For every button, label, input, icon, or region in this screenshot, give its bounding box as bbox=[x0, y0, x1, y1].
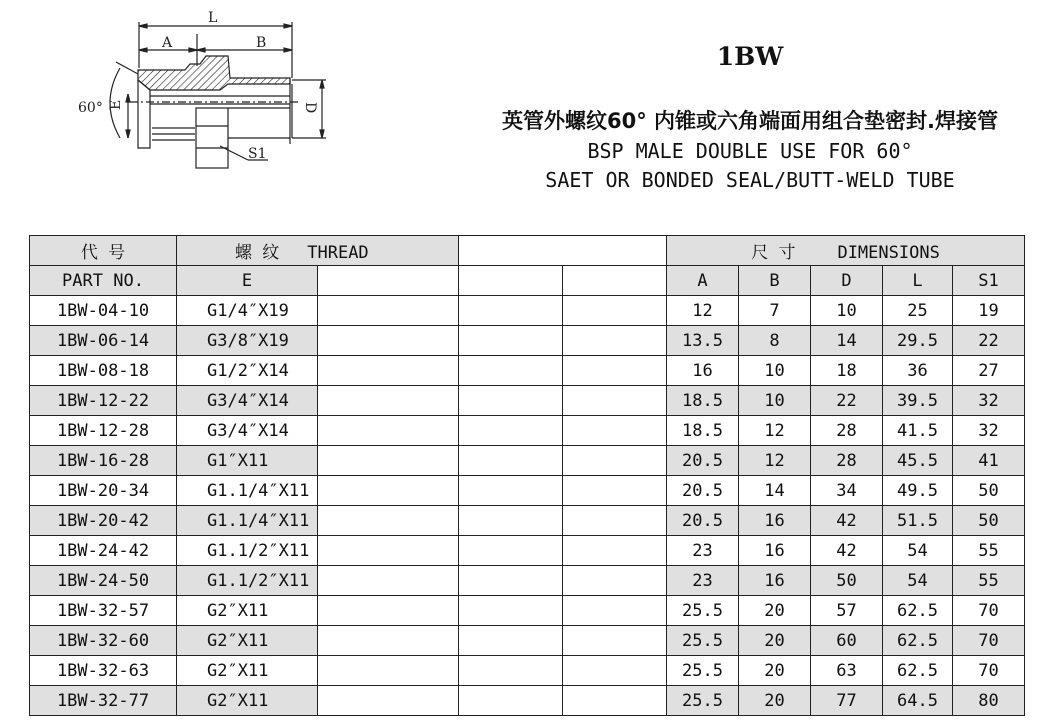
dim-b-cell: 20 bbox=[739, 686, 811, 716]
blank-cell bbox=[318, 326, 459, 356]
dim-s1-cell: 32 bbox=[953, 386, 1025, 416]
header-col-a: A bbox=[667, 266, 739, 296]
thread-cell: G2″X11 bbox=[177, 596, 318, 626]
dim-a-cell: 18.5 bbox=[667, 386, 739, 416]
blank-cell bbox=[318, 566, 459, 596]
dim-a-cell: 23 bbox=[667, 566, 739, 596]
thread-cell: G1.1/4″X11 bbox=[177, 476, 318, 506]
dim-label-d: D bbox=[302, 102, 318, 114]
fitting-drawing bbox=[60, 8, 360, 188]
blank-cell bbox=[459, 686, 563, 716]
dim-d-cell: 14 bbox=[811, 326, 883, 356]
blank-cell bbox=[459, 296, 563, 326]
dim-l-cell: 41.5 bbox=[883, 416, 953, 446]
dim-d-cell: 28 bbox=[811, 416, 883, 446]
dim-b-cell: 20 bbox=[739, 656, 811, 686]
dim-a-cell: 12 bbox=[667, 296, 739, 326]
header-row-1 bbox=[30, 236, 1025, 266]
part-cell: 1BW-06-14 bbox=[30, 326, 177, 356]
english-title-line1: BSP MALE DOUBLE USE FOR 60° bbox=[587, 139, 913, 163]
header-thread bbox=[177, 236, 459, 266]
header-blank-2 bbox=[459, 266, 563, 296]
header-col-d: D bbox=[811, 266, 883, 296]
header-dimensions bbox=[667, 236, 1025, 266]
part-cell: 1BW-32-57 bbox=[30, 596, 177, 626]
thread-cell: G1.1/2″X11 bbox=[177, 566, 318, 596]
blank-cell bbox=[563, 446, 667, 476]
dim-l-cell: 62.5 bbox=[883, 596, 953, 626]
dim-a-cell: 23 bbox=[667, 536, 739, 566]
blank-cell bbox=[318, 476, 459, 506]
dim-l-cell: 62.5 bbox=[883, 626, 953, 656]
dim-d-cell: 57 bbox=[811, 596, 883, 626]
table-row bbox=[30, 596, 1025, 626]
thread-cell: G3/4″X14 bbox=[177, 416, 318, 446]
dim-a-cell: 18.5 bbox=[667, 416, 739, 446]
table-row bbox=[30, 686, 1025, 716]
thread-cell: G2″X11 bbox=[177, 656, 318, 686]
dim-l-cell: 54 bbox=[883, 536, 953, 566]
header-blank-3 bbox=[563, 266, 667, 296]
header-blank bbox=[459, 236, 667, 266]
dim-b-cell: 16 bbox=[739, 566, 811, 596]
dim-l-cell: 51.5 bbox=[883, 506, 953, 536]
dim-label-s1: S1 bbox=[248, 146, 267, 162]
dim-d-cell: 63 bbox=[811, 656, 883, 686]
part-cell: 1BW-32-77 bbox=[30, 686, 177, 716]
blank-cell bbox=[563, 476, 667, 506]
blank-cell bbox=[318, 596, 459, 626]
dim-s1-cell: 70 bbox=[953, 626, 1025, 656]
blank-cell bbox=[318, 506, 459, 536]
thread-cell: G1.1/2″X11 bbox=[177, 536, 318, 566]
part-cell: 1BW-24-42 bbox=[30, 536, 177, 566]
product-code: 1BW bbox=[716, 42, 784, 71]
part-cell: 1BW-20-42 bbox=[30, 506, 177, 536]
blank-cell bbox=[459, 476, 563, 506]
table-row bbox=[30, 416, 1025, 446]
dim-d-cell: 60 bbox=[811, 626, 883, 656]
blank-cell bbox=[563, 296, 667, 326]
dim-a-cell: 20.5 bbox=[667, 506, 739, 536]
dim-l-cell: 45.5 bbox=[883, 446, 953, 476]
header-part-cn: 代 号 bbox=[30, 236, 177, 266]
blank-cell bbox=[318, 656, 459, 686]
header-row-2 bbox=[30, 266, 1025, 296]
blank-cell bbox=[318, 536, 459, 566]
table-row bbox=[30, 356, 1025, 386]
blank-cell bbox=[459, 656, 563, 686]
dim-s1-cell: 19 bbox=[953, 296, 1025, 326]
part-cell: 1BW-24-50 bbox=[30, 566, 177, 596]
thread-cell: G2″X11 bbox=[177, 626, 318, 656]
thread-cell: G1.1/4″X11 bbox=[177, 506, 318, 536]
blank-cell bbox=[563, 506, 667, 536]
part-cell: 1BW-12-22 bbox=[30, 386, 177, 416]
table-row bbox=[30, 386, 1025, 416]
blank-cell bbox=[563, 356, 667, 386]
dim-a-cell: 25.5 bbox=[667, 656, 739, 686]
table-row bbox=[30, 566, 1025, 596]
dim-s1-cell: 22 bbox=[953, 326, 1025, 356]
header-part-en: PART NO. bbox=[30, 266, 177, 296]
part-cell: 1BW-20-34 bbox=[30, 476, 177, 506]
dim-b-cell: 10 bbox=[739, 356, 811, 386]
header-col-b: B bbox=[739, 266, 811, 296]
blank-cell bbox=[318, 296, 459, 326]
dim-s1-cell: 70 bbox=[953, 656, 1025, 686]
dim-s1-cell: 55 bbox=[953, 536, 1025, 566]
dim-s1-cell: 50 bbox=[953, 476, 1025, 506]
dim-d-cell: 50 bbox=[811, 566, 883, 596]
dim-b-cell: 20 bbox=[739, 596, 811, 626]
table-row bbox=[30, 536, 1025, 566]
chinese-title: 英管外螺纹60° 内锥或六角端面用组合垫密封.焊接管 bbox=[501, 109, 998, 133]
dim-b-cell: 16 bbox=[739, 506, 811, 536]
part-cell: 1BW-04-10 bbox=[30, 296, 177, 326]
thread-cell: G2″X11 bbox=[177, 686, 318, 716]
blank-cell bbox=[563, 386, 667, 416]
dim-l-cell: 64.5 bbox=[883, 686, 953, 716]
blank-cell bbox=[318, 386, 459, 416]
dim-d-cell: 77 bbox=[811, 686, 883, 716]
dim-d-cell: 34 bbox=[811, 476, 883, 506]
blank-cell bbox=[459, 506, 563, 536]
dim-l-cell: 54 bbox=[883, 566, 953, 596]
dim-d-cell: 42 bbox=[811, 536, 883, 566]
dim-d-cell: 42 bbox=[811, 506, 883, 536]
blank-cell bbox=[318, 416, 459, 446]
dim-s1-cell: 50 bbox=[953, 506, 1025, 536]
dim-a-cell: 20.5 bbox=[667, 476, 739, 506]
dim-a-cell: 25.5 bbox=[667, 686, 739, 716]
blank-cell bbox=[563, 416, 667, 446]
table-row bbox=[30, 446, 1025, 476]
dim-a-cell: 16 bbox=[667, 356, 739, 386]
table-row bbox=[30, 626, 1025, 656]
part-cell: 1BW-12-28 bbox=[30, 416, 177, 446]
blank-cell bbox=[563, 326, 667, 356]
header-dims-cn: 尺 寸 bbox=[751, 243, 796, 263]
blank-cell bbox=[563, 536, 667, 566]
dim-l-cell: 62.5 bbox=[883, 656, 953, 686]
dim-l-cell: 29.5 bbox=[883, 326, 953, 356]
blank-cell bbox=[459, 326, 563, 356]
dim-b-cell: 14 bbox=[739, 476, 811, 506]
dim-b-cell: 10 bbox=[739, 386, 811, 416]
dim-s1-cell: 70 bbox=[953, 596, 1025, 626]
blank-cell bbox=[563, 596, 667, 626]
table-row bbox=[30, 656, 1025, 686]
dim-label-angle: 60° bbox=[78, 100, 103, 116]
dim-b-cell: 12 bbox=[739, 446, 811, 476]
blank-cell bbox=[563, 656, 667, 686]
header-thread-col: E bbox=[177, 266, 318, 296]
dim-d-cell: 22 bbox=[811, 386, 883, 416]
dim-b-cell: 7 bbox=[739, 296, 811, 326]
blank-cell bbox=[318, 686, 459, 716]
blank-cell bbox=[459, 566, 563, 596]
blank-cell bbox=[318, 626, 459, 656]
dim-label-b: B bbox=[256, 35, 267, 51]
blank-cell bbox=[459, 536, 563, 566]
dim-d-cell: 10 bbox=[811, 296, 883, 326]
part-cell: 1BW-16-28 bbox=[30, 446, 177, 476]
dim-b-cell: 8 bbox=[739, 326, 811, 356]
dim-s1-cell: 32 bbox=[953, 416, 1025, 446]
dim-s1-cell: 80 bbox=[953, 686, 1025, 716]
blank-cell bbox=[459, 446, 563, 476]
blank-cell bbox=[563, 686, 667, 716]
blank-cell bbox=[459, 416, 563, 446]
header-col-l: L bbox=[883, 266, 953, 296]
blank-cell bbox=[563, 566, 667, 596]
dim-l-cell: 39.5 bbox=[883, 386, 953, 416]
dim-b-cell: 20 bbox=[739, 626, 811, 656]
dim-b-cell: 16 bbox=[739, 536, 811, 566]
dim-label-l: L bbox=[208, 10, 218, 26]
dim-a-cell: 25.5 bbox=[667, 596, 739, 626]
table-row bbox=[30, 296, 1025, 326]
thread-cell: G1″X11 bbox=[177, 446, 318, 476]
blank-cell bbox=[459, 596, 563, 626]
table-row bbox=[30, 506, 1025, 536]
dim-s1-cell: 27 bbox=[953, 356, 1025, 386]
part-cell: 1BW-32-60 bbox=[30, 626, 177, 656]
part-cell: 1BW-32-63 bbox=[30, 656, 177, 686]
blank-cell bbox=[459, 626, 563, 656]
dim-s1-cell: 55 bbox=[953, 566, 1025, 596]
blank-cell bbox=[318, 446, 459, 476]
dim-label-e: E bbox=[108, 99, 124, 110]
header-thread-cn: 螺 纹 bbox=[235, 243, 280, 263]
dim-l-cell: 49.5 bbox=[883, 476, 953, 506]
thread-cell: G1/4″X19 bbox=[177, 296, 318, 326]
english-title-line2: SAET OR BONDED SEAL/BUTT-WELD TUBE bbox=[545, 168, 955, 192]
blank-cell bbox=[459, 386, 563, 416]
dim-d-cell: 28 bbox=[811, 446, 883, 476]
table-row bbox=[30, 326, 1025, 356]
part-cell: 1BW-08-18 bbox=[30, 356, 177, 386]
spec-table bbox=[29, 235, 1025, 716]
thread-cell: G3/8″X19 bbox=[177, 326, 318, 356]
thread-cell: G3/4″X14 bbox=[177, 386, 318, 416]
blank-cell bbox=[459, 356, 563, 386]
header-dims-en: DIMENSIONS bbox=[837, 243, 940, 263]
dim-a-cell: 13.5 bbox=[667, 326, 739, 356]
dim-label-a: A bbox=[162, 35, 173, 51]
header-col-s1: S1 bbox=[953, 266, 1025, 296]
header-thread-en: THREAD bbox=[307, 243, 369, 263]
blank-cell bbox=[318, 356, 459, 386]
dim-s1-cell: 41 bbox=[953, 446, 1025, 476]
blank-cell bbox=[563, 626, 667, 656]
dim-a-cell: 25.5 bbox=[667, 626, 739, 656]
header-blank-1 bbox=[318, 266, 459, 296]
thread-cell: G1/2″X14 bbox=[177, 356, 318, 386]
table-row bbox=[30, 476, 1025, 506]
dim-l-cell: 36 bbox=[883, 356, 953, 386]
dim-l-cell: 25 bbox=[883, 296, 953, 326]
dim-a-cell: 20.5 bbox=[667, 446, 739, 476]
dim-d-cell: 18 bbox=[811, 356, 883, 386]
dim-b-cell: 12 bbox=[739, 416, 811, 446]
